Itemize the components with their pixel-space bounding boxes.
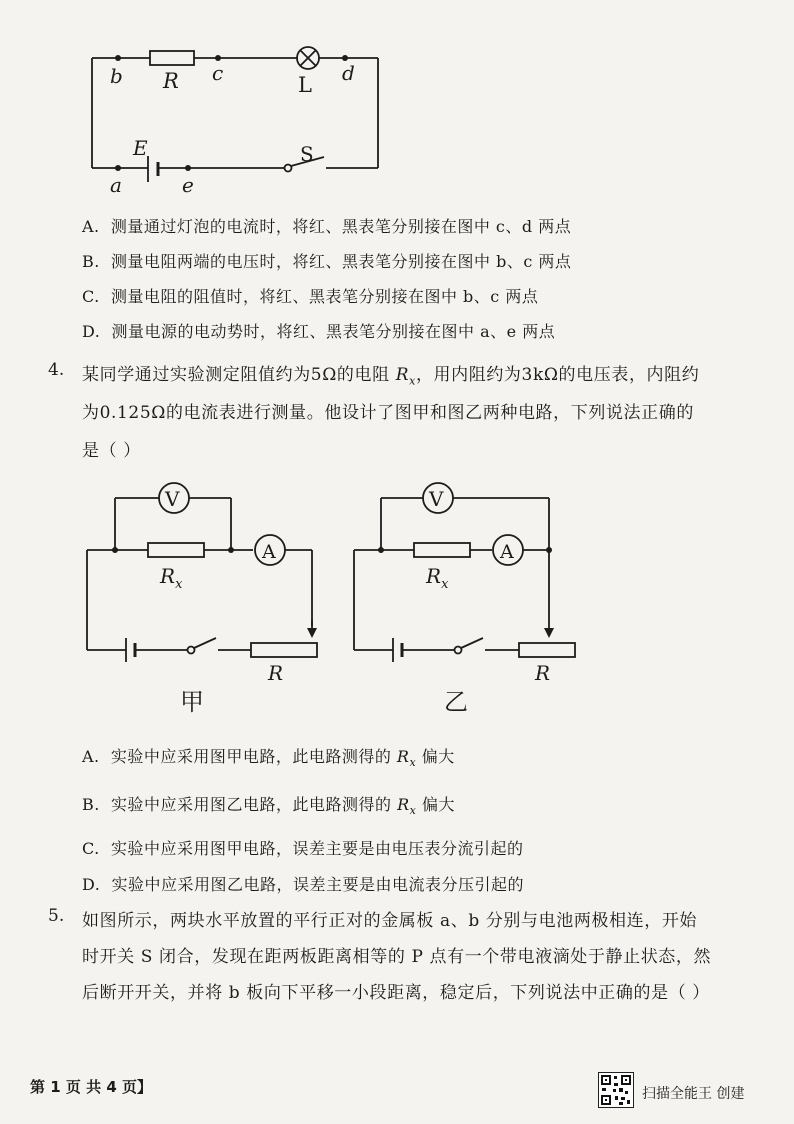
q5-line-1: 如图所示，两块水平放置的平行正对的金属板 a、b 分别与电池两极相连，开始 (82, 911, 698, 931)
label-E: E (133, 136, 148, 160)
q3-option-c: C. 测量电阻的阻值时，将红、黑表笔分别接在图中 b、c 两点 (82, 287, 539, 306)
label-L: L (298, 73, 312, 97)
label-c: c (212, 61, 224, 85)
label-e: e (182, 173, 194, 197)
resistor-rx-jia (148, 543, 204, 557)
q4-line-1: 某同学通过实验测定阻值约为5Ω的电阻 $R_x$，用内阻约为3kΩ的电压表，内阻约 (82, 365, 700, 388)
q5-line-2: 时开关 S 闭合，发现在距两板距离相等的 P 点有一个带电液滴处于静止状态，然 (82, 947, 712, 967)
q4-line-3: 是（ ） (82, 441, 141, 461)
q3-option-d: D. 测量电源的电动势时，将红、黑表笔分别接在图中 a、e 两点 (82, 322, 556, 341)
qr-code-icon (598, 1072, 634, 1108)
rheostat-yi (519, 643, 575, 657)
circuit-yi (354, 483, 575, 662)
ammeter-yi-label: A (500, 541, 514, 563)
circuit-diagram-2 (0, 470, 794, 730)
page-footer: 第 1 页 共 4 页】 (30, 1078, 152, 1096)
rheostat-yi-label: R (535, 661, 551, 685)
q4-line-2: 为0.125Ω的电流表进行测量。他设计了图甲和图乙两种电路，下列说法正确的 (82, 403, 694, 423)
label-S: S (300, 142, 314, 166)
label-b: b (110, 64, 123, 88)
q5-number: 5. (48, 906, 65, 926)
q4-option-b: B. 实验中应采用图乙电路，此电路测得的 $R_x$ 偏大 (82, 795, 455, 818)
q4-option-d: D. 实验中应采用图乙电路，误差主要是由电流表分压引起的 (82, 875, 525, 894)
caption-jia: 甲 (180, 688, 204, 716)
ammeter-jia-label: A (262, 541, 276, 563)
circuit-jia (87, 483, 317, 662)
q5-line-3: 后断开开关，并将 b 板向下平移一小段距离，稳定后，下列说法中正确的是（ ） (82, 983, 710, 1003)
q4-option-c: C. 实验中应采用图甲电路，误差主要是由电压表分流引起的 (82, 839, 524, 858)
rx-yi-label: $R_x$ (426, 564, 449, 592)
caption-yi: 乙 (444, 688, 468, 716)
q3-option-b: B. 测量电阻两端的电压时，将红、黑表笔分别接在图中 b、c 两点 (82, 252, 572, 271)
q4-number: 4. (48, 360, 65, 380)
label-d: d (342, 61, 355, 85)
resistor-R (150, 51, 194, 65)
label-R: R (163, 69, 179, 93)
label-a: a (110, 173, 122, 197)
rx-jia-label: $R_x$ (160, 564, 183, 592)
voltmeter-yi-label: V (429, 487, 444, 511)
rheostat-jia-label: R (268, 661, 284, 685)
q3-option-a: A. 测量通过灯泡的电流时，将红、黑表笔分别接在图中 c、d 两点 (82, 217, 572, 236)
resistor-rx-yi (414, 543, 470, 557)
scanner-watermark: 扫描全能王 创建 (642, 1086, 745, 1102)
voltmeter-jia-label: V (165, 487, 180, 511)
q4-option-a: A. 实验中应采用图甲电路，此电路测得的 $R_x$ 偏大 (82, 747, 455, 770)
circuit-diagram-1 (0, 0, 794, 200)
rheostat-jia (251, 643, 317, 657)
switch-S-pivot (285, 165, 292, 172)
